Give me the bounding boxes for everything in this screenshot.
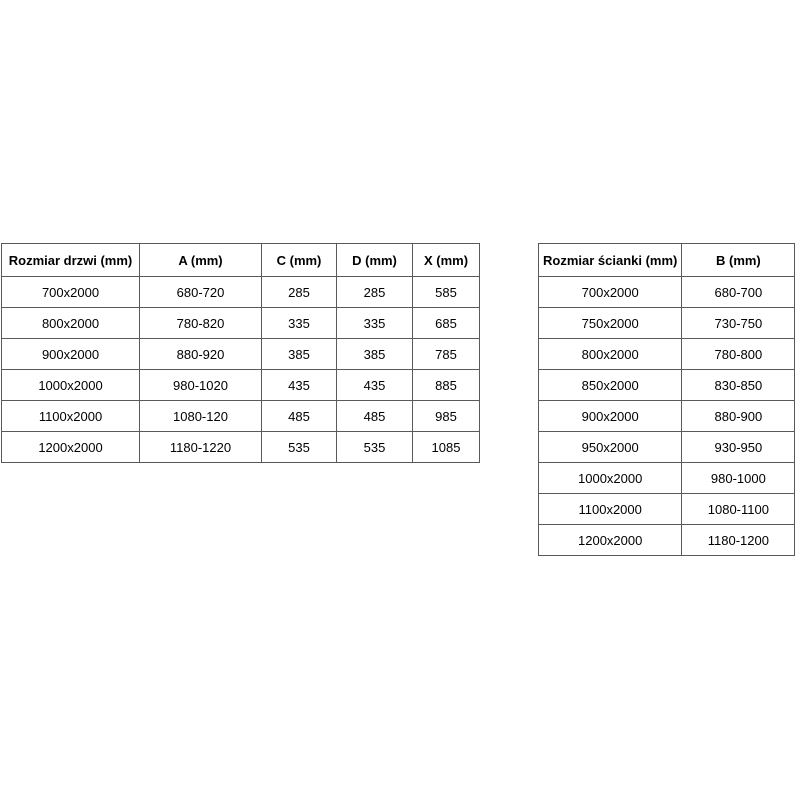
data-cell: 900x2000 [2,339,140,370]
table-row [539,401,795,432]
table-row [539,463,795,494]
data-cell: 780-820 [140,308,262,339]
data-cell: 1080-1100 [682,494,795,525]
data-cell: 785 [413,339,480,370]
data-cell: 1000x2000 [539,463,682,494]
data-cell: 435 [262,370,337,401]
table-row [2,401,480,432]
table-row [539,277,795,308]
table-row [539,432,795,463]
data-cell: 1085 [413,432,480,463]
data-cell: 435 [337,370,413,401]
data-cell: 700x2000 [2,277,140,308]
data-cell: 750x2000 [539,308,682,339]
table-row [2,277,480,308]
data-cell: 535 [337,432,413,463]
data-cell: 980-1020 [140,370,262,401]
data-cell: 730-750 [682,308,795,339]
data-cell: 1200x2000 [539,525,682,556]
data-cell: 1180-1200 [682,525,795,556]
header-cell: X (mm) [413,244,480,277]
data-cell: 880-900 [682,401,795,432]
header-cell: C (mm) [262,244,337,277]
data-cell: 800x2000 [2,308,140,339]
data-cell: 880-920 [140,339,262,370]
table-row [539,308,795,339]
data-cell: 1100x2000 [2,401,140,432]
header-cell: A (mm) [140,244,262,277]
data-cell: 985 [413,401,480,432]
door-sizes-table [1,243,480,463]
data-cell: 535 [262,432,337,463]
data-cell: 830-850 [682,370,795,401]
header-cell: Rozmiar ścianki (mm) [539,244,682,277]
table-row [2,432,480,463]
data-cell: 885 [413,370,480,401]
table-row [2,308,480,339]
data-cell: 950x2000 [539,432,682,463]
data-cell: 680-700 [682,277,795,308]
table-row [539,494,795,525]
data-cell: 585 [413,277,480,308]
data-cell: 680-720 [140,277,262,308]
data-cell: 285 [337,277,413,308]
data-cell: 800x2000 [539,339,682,370]
header-cell: D (mm) [337,244,413,277]
data-cell: 285 [262,277,337,308]
data-cell: 485 [262,401,337,432]
data-cell: 1180-1220 [140,432,262,463]
data-cell: 1080-120 [140,401,262,432]
data-cell: 930-950 [682,432,795,463]
table-row [539,339,795,370]
table-row [2,339,480,370]
table-row [539,525,795,556]
data-cell: 385 [337,339,413,370]
data-cell: 385 [262,339,337,370]
data-cell: 685 [413,308,480,339]
data-cell: 700x2000 [539,277,682,308]
table-row [539,370,795,401]
data-cell: 850x2000 [539,370,682,401]
header-cell: B (mm) [682,244,795,277]
data-cell: 1000x2000 [2,370,140,401]
table-row [2,370,480,401]
wall-sizes-table [538,243,795,556]
data-cell: 780-800 [682,339,795,370]
data-cell: 980-1000 [682,463,795,494]
data-cell: 485 [337,401,413,432]
data-cell: 900x2000 [539,401,682,432]
data-cell: 1100x2000 [539,494,682,525]
data-cell: 335 [262,308,337,339]
header-row [539,244,795,277]
header-cell: Rozmiar drzwi (mm) [2,244,140,277]
data-cell: 1200x2000 [2,432,140,463]
header-row [2,244,480,277]
data-cell: 335 [337,308,413,339]
